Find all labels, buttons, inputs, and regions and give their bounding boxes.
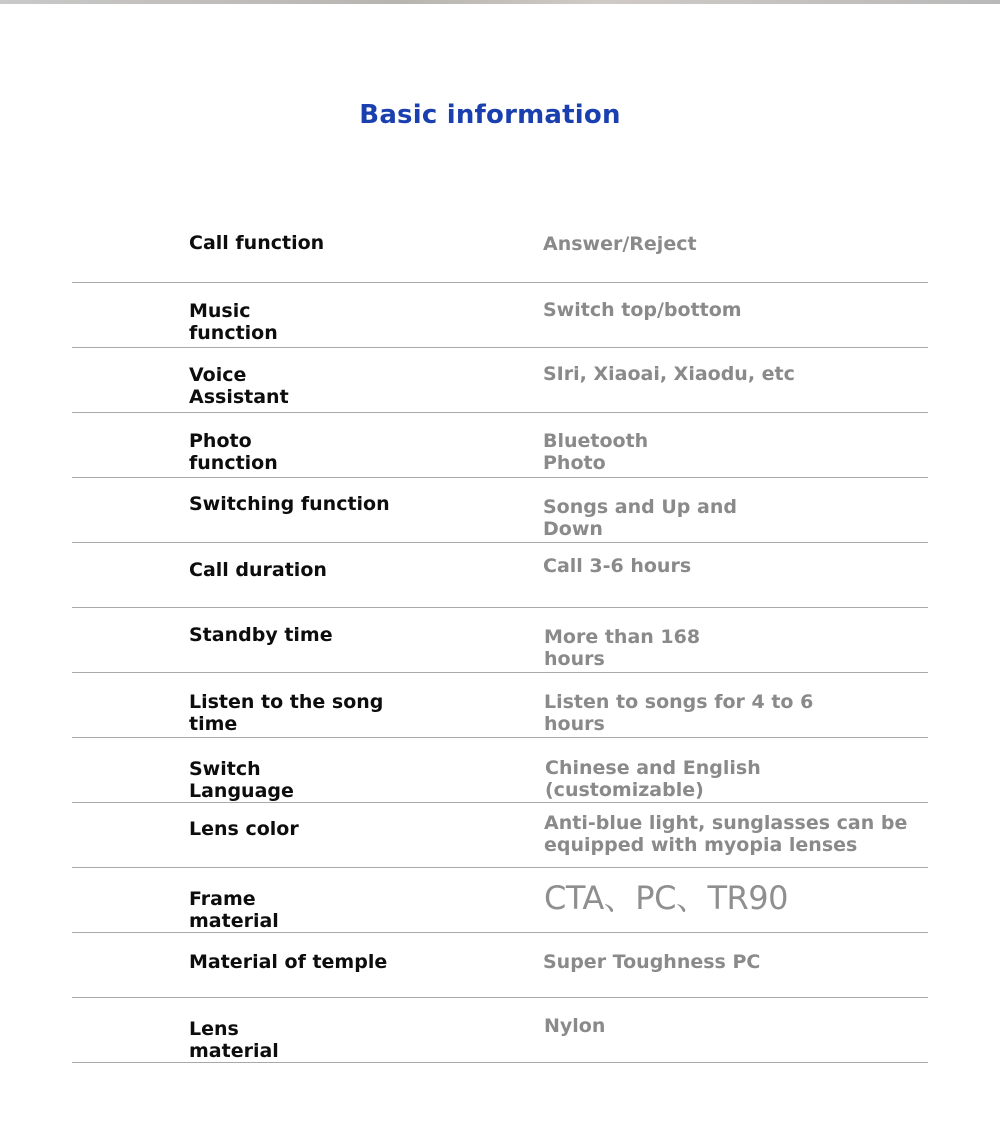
spec-row-lens-color (72, 803, 928, 868)
spec-row-call-function (72, 218, 928, 283)
spec-row-switching-function (72, 478, 928, 543)
spec-label: Music function (189, 300, 278, 344)
spec-row-voice-assistant (72, 348, 928, 413)
spec-value: SIri, Xiaoai, Xiaodu, etc (543, 363, 795, 385)
spec-value: Call 3-6 hours (543, 555, 692, 577)
spec-value: Nylon (544, 1015, 606, 1037)
spec-value: Listen to songs for 4 to 6 hours (544, 691, 814, 735)
top-decorative-bar (0, 0, 1000, 4)
spec-row-standby-time (72, 608, 928, 673)
spec-row-listen-time (72, 673, 928, 738)
spec-label: Lens material (189, 1018, 279, 1062)
spec-value: Chinese and English (customizable) (545, 757, 761, 801)
spec-row-music-function (72, 283, 928, 348)
spec-label: Photo function (189, 430, 278, 474)
spec-row-temple-material (72, 933, 928, 998)
spec-value: Super Toughness PC (543, 951, 761, 973)
spec-row-switch-language (72, 738, 928, 803)
spec-label: Switch Language (189, 758, 294, 802)
spec-label: Frame material (189, 888, 279, 932)
spec-label: Call function (189, 232, 325, 254)
spec-label: Standby time (189, 624, 333, 646)
spec-row-lens-material (72, 998, 928, 1063)
spec-value: CTA、PC、TR90 (544, 879, 788, 917)
spec-value: Bluetooth Photo (543, 430, 649, 474)
spec-label: Listen to the song time (189, 691, 384, 735)
spec-value: Anti-blue light, sunglasses can be equipped with myopia lenses (544, 812, 908, 856)
spec-label: Material of temple (189, 951, 388, 973)
spec-label: Voice Assistant (189, 364, 289, 408)
spec-value: Songs and Up and Down (543, 496, 737, 540)
spec-value: Answer/Reject (543, 233, 697, 255)
spec-value: Switch top/bottom (543, 299, 742, 321)
spec-value: More than 168 hours (544, 626, 701, 670)
spec-label: Lens color (189, 818, 299, 840)
page-title: Basic information (359, 100, 621, 130)
spec-label: Call duration (189, 559, 327, 581)
spec-row-call-duration (72, 543, 928, 608)
spec-row-frame-material (72, 868, 928, 933)
spec-row-photo-function (72, 413, 928, 478)
spec-label: Switching function (189, 493, 390, 515)
